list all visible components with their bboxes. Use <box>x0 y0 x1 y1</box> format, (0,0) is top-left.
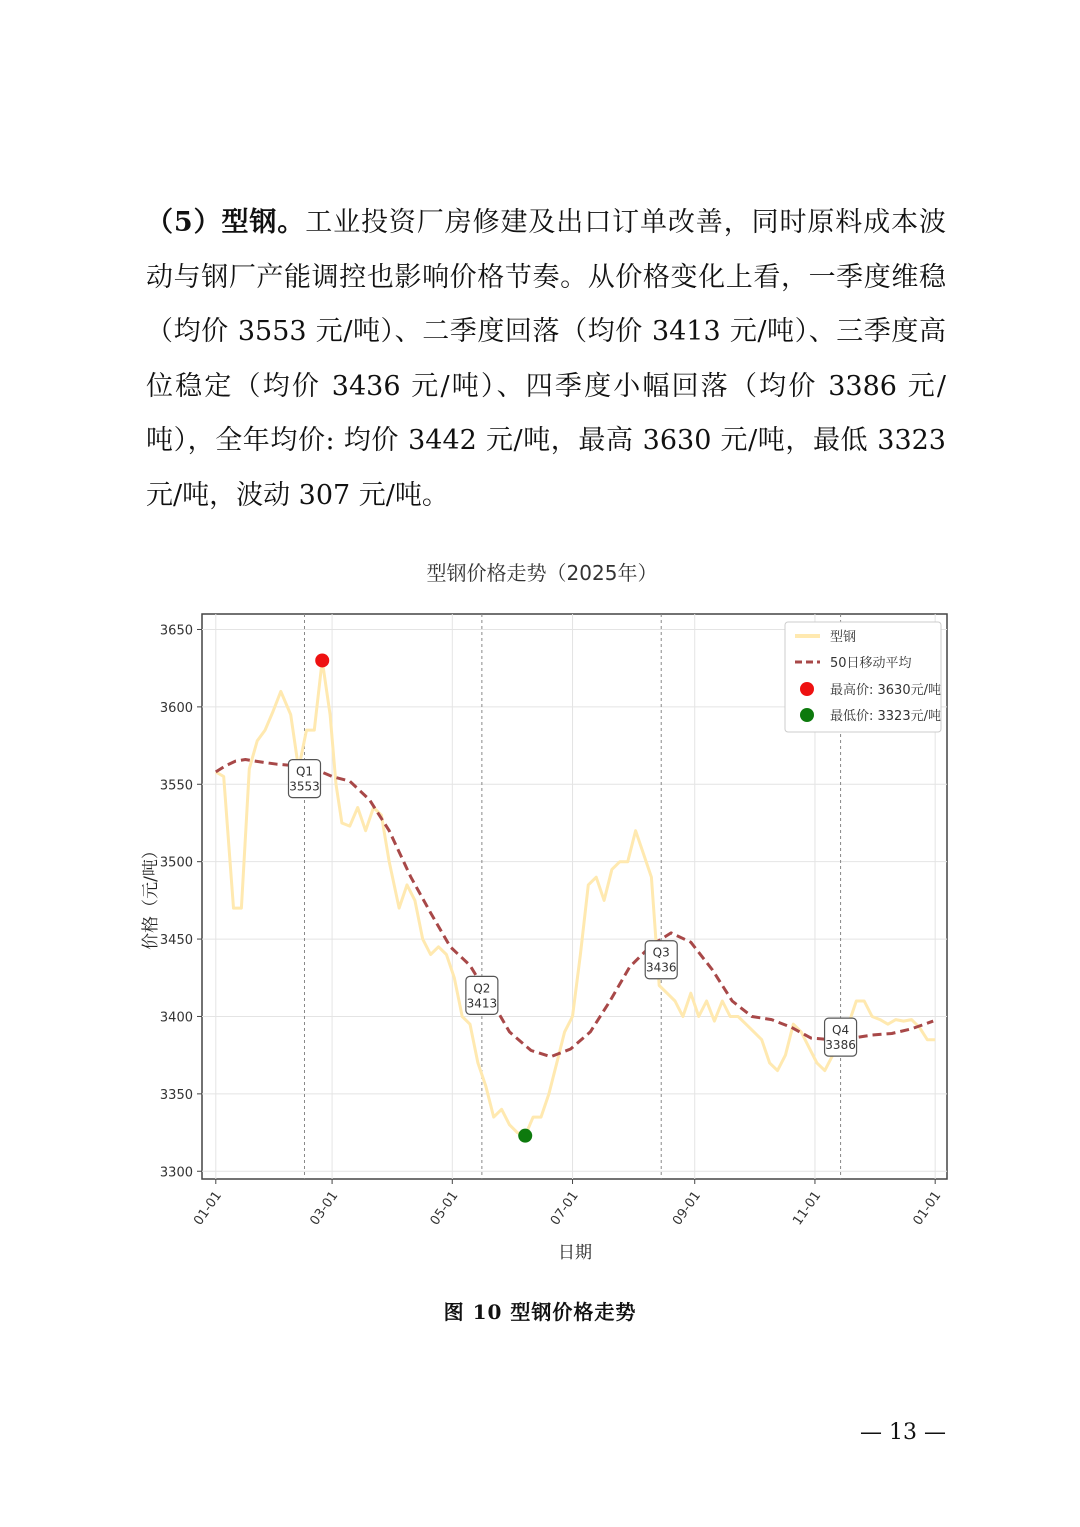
quarter-annotation-label: Q2 <box>473 981 491 996</box>
legend-label-series-1: 50日移动平均 <box>830 656 912 671</box>
quarter-annotation-value: 3386 <box>825 1038 856 1053</box>
y-tick-label: 3350 <box>159 1087 193 1103</box>
chart-title: 型钢价格走势（2025年） <box>426 561 658 585</box>
x-tick-label: 03-01 <box>307 1188 342 1229</box>
quarter-annotation-value: 3413 <box>466 996 498 1011</box>
legend-label-series-0: 型钢 <box>830 630 857 645</box>
y-tick-label: 3300 <box>159 1165 193 1181</box>
x-tick-label: 01-01 <box>191 1188 226 1229</box>
x-tick-label: 01-01 <box>910 1188 945 1229</box>
y-tick-label: 3650 <box>159 623 193 639</box>
figure-caption: 图 10 型钢价格走势 <box>443 1300 637 1324</box>
chart-legend <box>785 622 941 732</box>
price-chart <box>120 548 970 1268</box>
y-tick-label: 3550 <box>159 778 193 794</box>
legend-swatch-max <box>800 682 814 696</box>
quarter-annotation-label: Q4 <box>832 1023 850 1038</box>
x-tick-label: 07-01 <box>547 1188 582 1229</box>
x-axis-label: 日期 <box>558 1243 592 1263</box>
quarter-annotation-value: 3553 <box>289 779 320 794</box>
quarter-annotation-value: 3436 <box>645 960 677 975</box>
max-price-marker <box>315 653 329 667</box>
quarter-annotation-label: Q1 <box>295 764 314 779</box>
y-axis-label: 价格（元/吨） <box>141 842 161 950</box>
x-tick-label: 09-01 <box>670 1188 705 1229</box>
x-tick-label: 11-01 <box>790 1188 825 1229</box>
y-tick-label: 3500 <box>159 855 193 871</box>
section-paragraph <box>146 196 946 523</box>
x-tick-label: 05-01 <box>427 1188 462 1229</box>
section-lead: （5）型钢。 <box>146 207 306 238</box>
legend-label-max: 最高价: 3630元/吨 <box>830 683 941 698</box>
legend-label-min: 最低价: 3323元/吨 <box>830 709 941 724</box>
page-number: — 13 — <box>860 1420 946 1445</box>
legend-swatch-min <box>800 708 814 722</box>
y-tick-label: 3450 <box>159 933 193 949</box>
section-body: 工业投资厂房修建及出口订单改善，同时原料成本波动与钢厂产能调控也影响价格节奏。从价格变化上看，一季度维稳（均价 3553 元/吨）、二季度回落（均价 3413 元/吨）、三季度高位稳定（均价 3436 元/吨）、四季度小幅回落（均价 3386 元/吨），全年均价: 均价 3442 元/吨，最高 3630 元/吨，最低 3323 元/吨，波动 307 元/吨。 <box>146 207 946 511</box>
y-tick-label: 3400 <box>159 1010 193 1026</box>
y-tick-label: 3600 <box>159 700 193 716</box>
quarter-annotation-label: Q3 <box>652 945 670 960</box>
min-price-marker <box>518 1129 532 1143</box>
